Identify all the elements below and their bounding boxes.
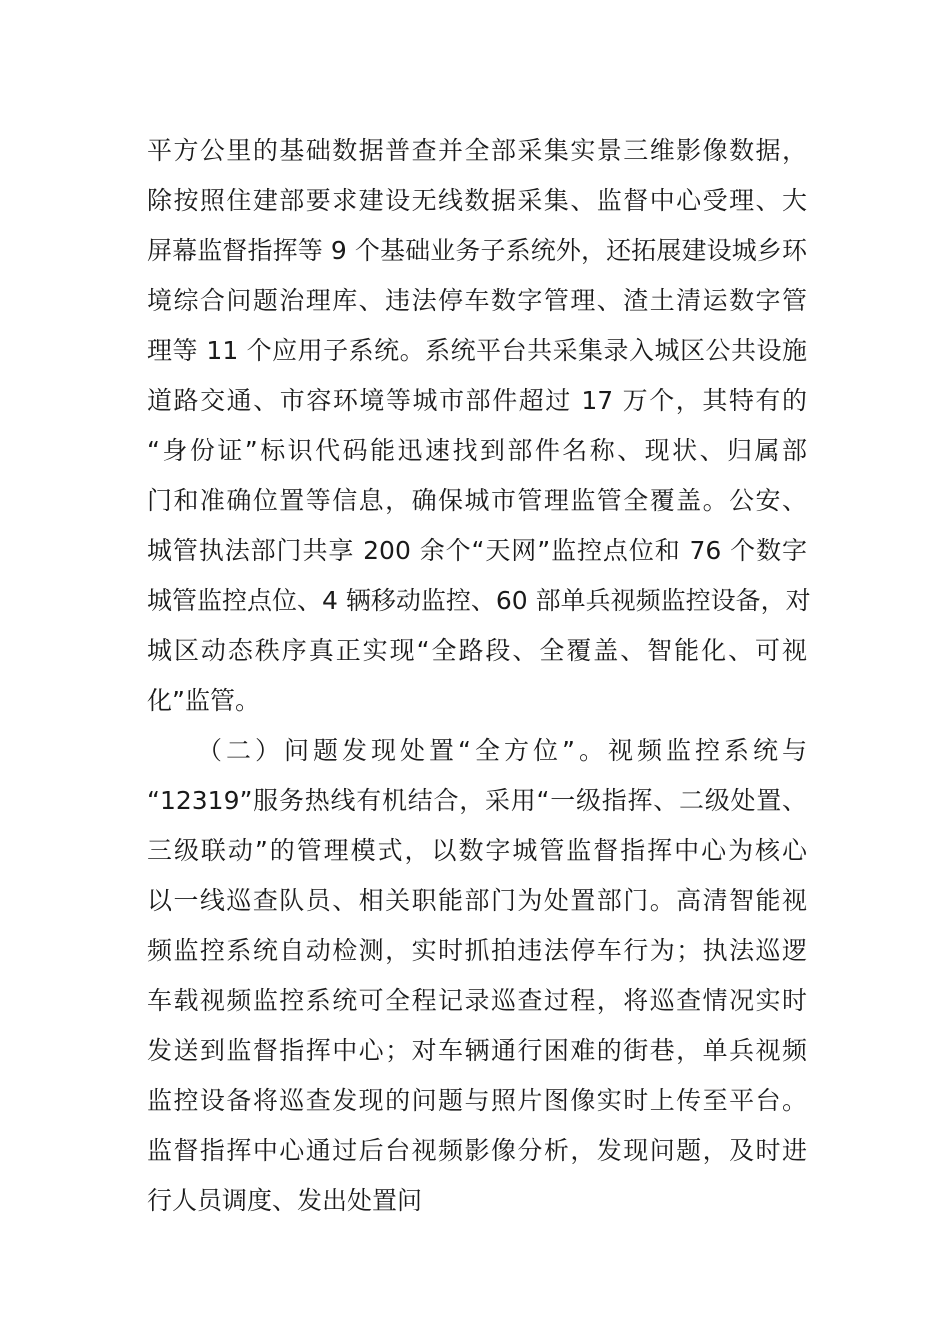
text-line: 行人员调度、发出处置问: [147, 1186, 423, 1215]
text-line: “12319”服务热线有机结合，采用“一级指挥、二级处置、: [147, 786, 807, 815]
text-line: 车载视频监控系统可全程记录巡查过程，将巡查情况实时: [147, 986, 807, 1015]
text-line: 道路交通、市容环境等城市部件超过 17 万个，其特有的: [147, 386, 807, 415]
text-line: 境综合问题治理库、违法停车数字管理、渣土清运数字管: [147, 286, 807, 315]
section-heading-line: （二）问题发现处置“全方位”。视频监控系统与: [197, 736, 807, 765]
text-line: 化”监管。: [147, 686, 260, 715]
text-line: 以一线巡查队员、相关职能部门为处置部门。高清智能视: [147, 886, 807, 915]
text-line: “身份证”标识代码能迅速找到部件名称、现状、归属部: [147, 436, 807, 465]
text-line: 城管监控点位、4 辆移动监控、60 部单兵视频监控设备，对: [147, 586, 811, 615]
text-line: 监督指挥中心通过后台视频影像分析，发现问题，及时进: [147, 1136, 807, 1165]
text-line: 平方公里的基础数据普查并全部采集实景三维影像数据，: [147, 136, 807, 165]
text-line: 频监控系统自动检测，实时抓拍违法停车行为；执法巡逻: [147, 936, 807, 965]
text-line: 门和准确位置等信息，确保城市管理监管全覆盖。公安、: [147, 486, 807, 515]
text-line: 城区动态秩序真正实现“全路段、全覆盖、智能化、可视: [147, 636, 807, 665]
body-text: [147, 126, 811, 1226]
text-line: 三级联动”的管理模式，以数字城管监督指挥中心为核心: [147, 836, 807, 865]
text-line: 屏幕监督指挥等 9 个基础业务子系统外，还拓展建设城乡环: [147, 236, 807, 265]
text-line: 城管执法部门共享 200 余个“天网”监控点位和 76 个数字: [147, 536, 807, 565]
text-line: 理等 11 个应用子系统。系统平台共采集录入城区公共设施: [147, 336, 807, 365]
text-line: 监控设备将巡查发现的问题与照片图像实时上传至平台。: [147, 1086, 807, 1115]
text-line: 发送到监督指挥中心；对车辆通行困难的街巷，单兵视频: [147, 1036, 807, 1065]
text-line: 除按照住建部要求建设无线数据采集、监督中心受理、大: [147, 186, 807, 215]
